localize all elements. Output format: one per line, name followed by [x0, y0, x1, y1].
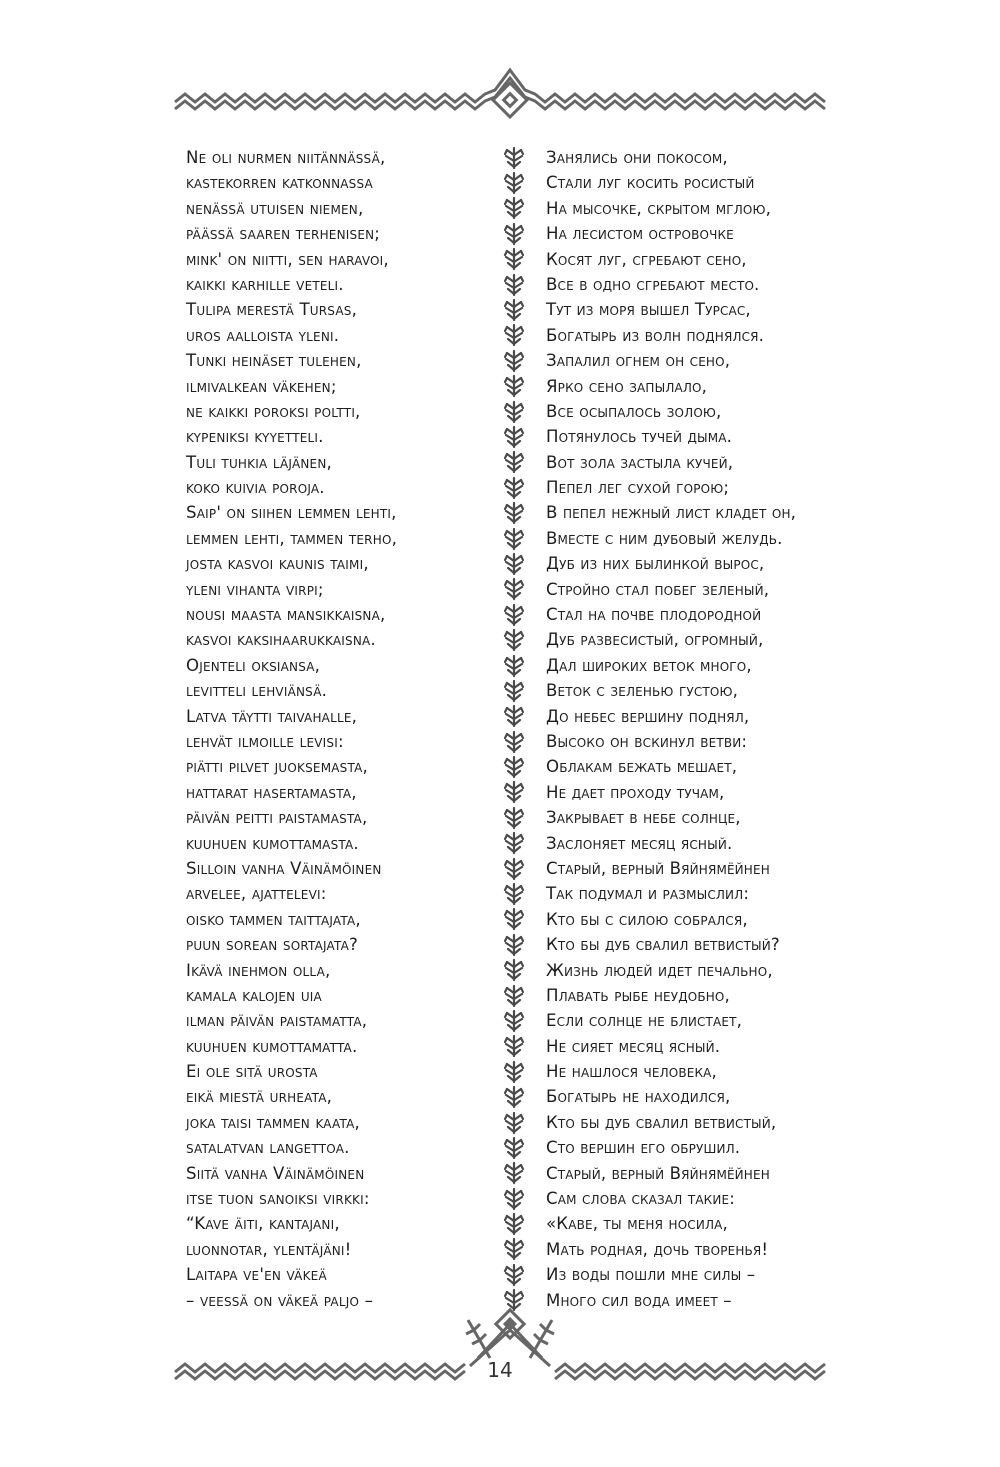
verse-line-ru: Старый, верный Вяйнямёйнен: [546, 858, 770, 878]
verse-line-ru: Стройно стал побег зеленый,: [546, 579, 770, 599]
verse-line-fi: arvelee, ajattelevi:: [186, 884, 327, 904]
verse-line-fi: levitteli lehviänsä.: [186, 681, 328, 701]
sprig-ornament-icon: [498, 170, 530, 195]
top-ornament-border: [0, 62, 1000, 132]
sprig-ornament-icon: [498, 856, 530, 881]
verse-line-ru: На лесистом островочке: [546, 224, 734, 244]
verse-line-fi: yleni vihanta virpi;: [186, 579, 324, 599]
verse-line-fi: oisko tammen taittajata,: [186, 909, 361, 929]
verse-line-ru: Кто бы с силою собрался,: [546, 909, 748, 929]
verse-line-ru: Заслоняет месяц ясный.: [546, 833, 733, 853]
sprig-ornament-icon: [498, 653, 530, 678]
verse-line-ru: Потянулось тучей дыма.: [546, 427, 733, 447]
verse-line-fi: nousi maasta mansikkaisna,: [186, 605, 386, 625]
sprig-ornament-icon: [498, 1059, 530, 1084]
sprig-ornament-icon: [498, 145, 530, 170]
verse-line-ru: Богатырь из волн поднялся.: [546, 325, 765, 345]
verse-line-ru: Много сил вода имеет –: [546, 1290, 732, 1310]
sprig-ornament-icon: [498, 577, 530, 602]
verse-line-fi: Siitä vanha Väinämöinen: [186, 1163, 365, 1183]
verse-line-ru: До небес вершину поднял,: [546, 706, 750, 726]
sprig-ornament-icon: [498, 780, 530, 805]
verse-line-fi: ne kaikki poroksi poltti,: [186, 401, 361, 421]
verse-line-fi: Latva täytti taivahalle,: [186, 706, 358, 726]
sprig-ornament-icon: [498, 1211, 530, 1236]
sprig-ornament-icon: [498, 932, 530, 957]
sprig-ornament-icon: [498, 983, 530, 1008]
verse-line-ru: Косят луг, сгребают сено,: [546, 249, 747, 269]
sprig-ornament-icon: [498, 1135, 530, 1160]
sprig-ornament-icon: [498, 1084, 530, 1109]
verse-line-fi: kypeniksi kyyetteli.: [186, 427, 324, 447]
verse-line-fi: lemmen lehti, tammen terho,: [186, 528, 398, 548]
sprig-ornament-icon: [498, 881, 530, 906]
verse-line-fi: kasvoi kaksihaarukkaisna.: [186, 630, 376, 650]
verse-line-fi: Ojenteli oksiansa,: [186, 655, 321, 675]
sprig-ornament-icon: [498, 348, 530, 373]
verse-line-fi: – veessä on väkeä paljo –: [186, 1290, 374, 1310]
verse-line-ru: Запалил огнем он сено,: [546, 351, 731, 371]
verse-line-ru: Кто бы дуб свалил ветвистый,: [546, 1112, 777, 1132]
verse-line-ru: Богатырь не находился,: [546, 1087, 731, 1107]
sprig-ornament-icon: [498, 272, 530, 297]
verse-line-fi: Silloin vanha Väinämöinen: [186, 858, 382, 878]
verse-line-fi: itse tuon sanoiksi virkki:: [186, 1189, 370, 1209]
verse-line-ru: Дуб из них былинкой вырос,: [546, 554, 765, 574]
verse-line-fi: “Kave äiti, kantajani,: [186, 1214, 340, 1234]
verse-line-fi: josta kasvoi kaunis taimi,: [186, 554, 369, 574]
verse-line-ru: Дал широких веток много,: [546, 655, 752, 675]
verse-line-fi: Laitapa ve'en väkeä: [186, 1265, 327, 1285]
verse-line-fi: satalatvan langettoa.: [186, 1138, 350, 1158]
sprig-ornament-icon: [498, 1034, 530, 1059]
verse-line-ru: Дуб развесистый, огромный,: [546, 630, 764, 650]
verse-line-fi: Tulipa merestä Tursas,: [186, 300, 358, 320]
page-number: 14: [487, 1358, 513, 1382]
verse-line-fi: Ne oli nurmen niitännässä,: [186, 148, 386, 167]
sprig-ornament-icon: [498, 627, 530, 652]
sprig-ornament-icon: [498, 374, 530, 399]
verse-line-ru: Мать родная, дочь творенья!: [546, 1239, 769, 1259]
sprig-ornament-icon: [498, 602, 530, 627]
verse-line-ru: Тут из моря вышел Турсас,: [546, 300, 751, 320]
verse-line-ru: Вот зола застыла кучей,: [546, 452, 734, 472]
sprig-ornament-icon: [498, 221, 530, 246]
verse-line-fi: päivän peitti paistamasta,: [186, 808, 368, 828]
verse-line-fi: puun sorean sortajata?: [186, 935, 359, 955]
ornament-divider: [498, 145, 530, 1313]
verse-line-fi: nenässä utuisen niemen,: [186, 198, 364, 218]
sprig-ornament-icon: [498, 196, 530, 221]
sprig-ornament-icon: [498, 678, 530, 703]
sprig-ornament-icon: [498, 297, 530, 322]
verse-line-ru: Облакам бежать мешает,: [546, 757, 738, 777]
sprig-ornament-icon: [498, 399, 530, 424]
sprig-ornament-icon: [498, 754, 530, 779]
verse-line-ru: Старый, верный Вяйнямёйнен: [546, 1163, 770, 1183]
verse-line-fi: Ei ole sitä urosta: [186, 1062, 318, 1082]
verse-line-ru: Закрывает в небе солнце,: [546, 808, 741, 828]
verse-line-fi: joka taisi tammen kaata,: [186, 1112, 361, 1132]
verse-line-fi: koko kuivia poroja.: [186, 478, 325, 498]
sprig-ornament-icon: [498, 704, 530, 729]
verse-line-fi: hattarat hasertamasta,: [186, 782, 357, 802]
verse-line-fi: luonnotar, ylentäjäni!: [186, 1239, 352, 1259]
sprig-ornament-icon: [498, 450, 530, 475]
sprig-ornament-icon: [498, 475, 530, 500]
verse-line-ru: Стал на почве плодородной: [546, 605, 762, 625]
verse-line-ru: Не сияет месяц ясный.: [546, 1036, 721, 1056]
sprig-ornament-icon: [498, 831, 530, 856]
verse-line-ru: Сто вершин его обрушил.: [546, 1138, 741, 1158]
verse-line-ru: Вместе с ним дубовый желудь.: [546, 528, 783, 548]
sprig-ornament-icon: [498, 1161, 530, 1186]
verse-line-ru: Высоко он вскинул ветви:: [546, 731, 748, 751]
verse-line-ru: На мысочке, скрытом мглою,: [546, 198, 772, 218]
sprig-ornament-icon: [498, 526, 530, 551]
russian-verse-column: [546, 145, 796, 1313]
sprig-ornament-icon: [498, 1262, 530, 1287]
verse-line-fi: ilman päivän paistamatta,: [186, 1011, 368, 1031]
sprig-ornament-icon: [498, 1186, 530, 1211]
verse-line-fi: Tunki heinäset tulehen,: [186, 351, 362, 371]
finnish-verse-column: [186, 145, 397, 1313]
verse-line-ru: Не нашлося человека,: [546, 1062, 717, 1082]
verse-line-ru: Из воды пошли мне силы –: [546, 1265, 756, 1285]
sprig-ornament-icon: [498, 958, 530, 983]
verse-line-fi: kuuhuen kumottamatta.: [186, 1036, 358, 1056]
verse-line-fi: ilmivalkean väkehen;: [186, 376, 337, 396]
verse-line-fi: Ikävä inehmon olla,: [186, 960, 331, 980]
sprig-ornament-icon: [498, 247, 530, 272]
sprig-ornament-icon: [498, 551, 530, 576]
sprig-ornament-icon: [498, 1110, 530, 1135]
sprig-ornament-icon: [498, 323, 530, 348]
verse-line-fi: kastekorren katkonnassa: [186, 173, 373, 193]
verse-line-ru: Если солнце не блистает,: [546, 1011, 742, 1031]
verse-line-fi: eikä miestä urheata,: [186, 1087, 333, 1107]
verse-line-fi: kaikki karhille veteli.: [186, 274, 344, 294]
verse-line-fi: lehvät ilmoille levisi:: [186, 731, 344, 751]
sprig-ornament-icon: [498, 500, 530, 525]
sprig-ornament-icon: [498, 424, 530, 449]
sprig-ornament-icon: [498, 805, 530, 830]
verse-line-fi: piätti pilvet juoksemasta,: [186, 757, 368, 777]
sprig-ornament-icon: [498, 1237, 530, 1262]
verse-line-ru: Веток с зеленью густою,: [546, 681, 739, 701]
verse-line-ru: Кто бы дуб свалил ветвистый?: [546, 935, 780, 955]
verse-line-fi: kamala kalojen uia: [186, 985, 322, 1005]
verse-line-fi: Saip' on siihen lemmen lehti,: [186, 503, 397, 523]
verse-line-ru: В пепел нежный лист кладет он,: [546, 503, 797, 523]
verse-line-fi: uros aalloista yleni.: [186, 325, 340, 345]
sprig-ornament-icon: [498, 729, 530, 754]
verse-line-fi: Tuli tuhkia läjänen,: [186, 452, 332, 472]
verse-line-ru: Не дает проходу тучам,: [546, 782, 725, 802]
verse-line-ru: Сам слова сказал такие:: [546, 1189, 735, 1209]
verse-line-ru: Все в одно сгребают место.: [546, 274, 760, 294]
verse-line-ru: Так подумал и размыслил:: [546, 884, 750, 904]
verse-line-ru: Плавать рыбе неудобно,: [546, 985, 730, 1005]
verse-line-ru: Все осыпалось золою,: [546, 401, 722, 421]
verse-line-ru: Стали луг косить росистый: [546, 173, 755, 193]
sprig-ornament-icon: [498, 1008, 530, 1033]
verse-line-ru: Ярко сено запылало,: [546, 376, 708, 396]
sprig-ornament-icon: [498, 907, 530, 932]
verse-line-fi: kuuhuen kumottamasta.: [186, 833, 359, 853]
verse-line-ru: Пепел лег сухой горою;: [546, 478, 730, 498]
verse-line-ru: Занялись они покосом,: [546, 148, 728, 167]
verse-line-fi: päässä saaren terhenisen;: [186, 224, 381, 244]
verse-line-ru: «Каве, ты меня носила,: [546, 1214, 728, 1234]
verse-line-fi: mink' on niitti, sen haravoi,: [186, 249, 389, 269]
verse-line-ru: Жизнь людей идет печально,: [546, 960, 773, 980]
